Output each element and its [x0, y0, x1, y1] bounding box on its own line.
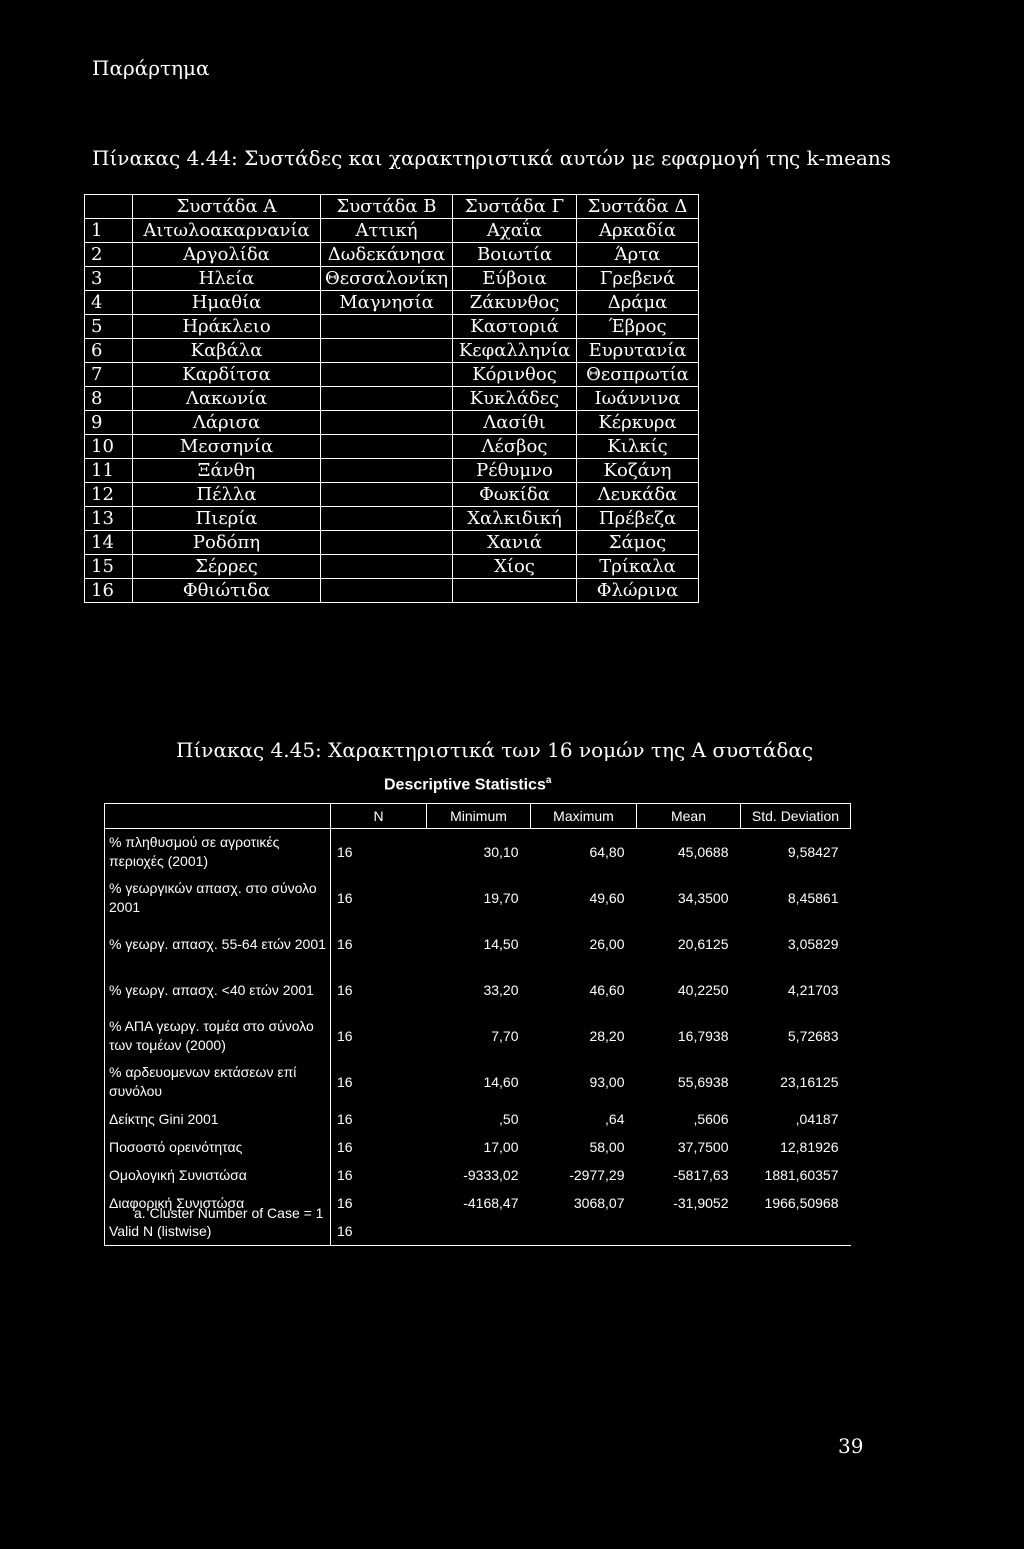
table-cell: Καστοριά [453, 315, 577, 339]
table-cell: 37,7500 [677, 1139, 729, 1155]
table-cell [321, 507, 453, 531]
table-cell [453, 579, 577, 603]
table-cell: Αρκαδία [577, 219, 699, 243]
stats-title [384, 775, 551, 794]
table-cell: Ηλεία [133, 267, 321, 291]
table-cell: Πέλλα [133, 483, 321, 507]
row-number-cell: 15 [85, 555, 133, 579]
table-cell: Δωδεκάνησα [321, 243, 453, 267]
table-cell: -31,9052 [673, 1195, 729, 1211]
table-cell [741, 1217, 851, 1246]
table-cell [321, 459, 453, 483]
table-row [85, 243, 699, 267]
column-header: Συστάδα Δ [577, 195, 699, 219]
table-row [85, 483, 699, 507]
table-row [85, 531, 699, 555]
table-row [105, 1013, 851, 1059]
table-row [85, 291, 699, 315]
column-header [105, 804, 331, 829]
table-cell: Σέρρες [133, 555, 321, 579]
column-header: Minimum [427, 804, 531, 829]
table-cell [321, 555, 453, 579]
row-number-cell: 11 [85, 459, 133, 483]
row-number-cell: 6 [85, 339, 133, 363]
table-cell: Αττική [321, 219, 453, 243]
table-cell [427, 1217, 531, 1246]
row-label-cell: % γεωργ. απασχ. 55-64 ετών 2001 [105, 921, 331, 967]
table-cell: Λάρισα [133, 411, 321, 435]
row-label-cell: % ΑΠΑ γεωργ. τομέα στο σύνολο των τομέων (2000) [105, 1013, 331, 1059]
table-cell: Σάμος [577, 531, 699, 555]
table-cell: 1881,60357 [764, 1167, 839, 1183]
table-cell: Ζάκυνθος [453, 291, 577, 315]
table-cell: 45,0688 [677, 844, 729, 860]
row-label-cell: Valid N (listwise) [105, 1217, 331, 1246]
table-cell [321, 483, 453, 507]
table-row [105, 1217, 851, 1246]
table-row [85, 507, 699, 531]
table-cell: 4,21703 [787, 982, 839, 998]
row-number-cell: 2 [85, 243, 133, 267]
table-cell [321, 315, 453, 339]
row-label-cell: Διαφορική Συνιστώσα [105, 1189, 331, 1217]
table-cell: Γρεβενά [577, 267, 699, 291]
table-cell: Καβάλα [133, 339, 321, 363]
table-cell: ,64 [605, 1111, 625, 1127]
table-cell: Ξάνθη [133, 459, 321, 483]
table-cell: Δράμα [577, 291, 699, 315]
row-label-cell: % πληθυσμού σε αγροτικές περιοχές (2001) [105, 829, 331, 876]
table-row [105, 1105, 851, 1133]
table-cell: Αιτωλοακαρνανία [133, 219, 321, 243]
table-row [85, 267, 699, 291]
table-row [105, 1161, 851, 1189]
table-cell: 7,70 [491, 1028, 519, 1044]
table-cell: Κέρκυρα [577, 411, 699, 435]
table-cell: 16 [337, 936, 353, 952]
table-caption-stats: Πίνακας 4.45: Χαρακτηριστικά των 16 νομών της Α συστάδας [176, 738, 814, 762]
row-number-cell: 5 [85, 315, 133, 339]
row-number-cell: 12 [85, 483, 133, 507]
table-cell: Κοζάνη [577, 459, 699, 483]
table-cell: 19,70 [483, 890, 519, 906]
row-number-cell: 3 [85, 267, 133, 291]
row-number-cell: 16 [85, 579, 133, 603]
table-caption-clusters: Πίνακας 4.44: Συστάδες και χαρακτηριστικά αυτών με εφαρμογή της k-means [92, 146, 892, 170]
table-cell: Ροδόπη [133, 531, 321, 555]
table-row [105, 967, 851, 1013]
table-cell: Ιωάννινα [577, 387, 699, 411]
table-cell: 20,6125 [677, 936, 729, 952]
table-cell: 16,7938 [677, 1028, 729, 1044]
table-cell: Καρδίτσα [133, 363, 321, 387]
table-cell: Αχαΐα [453, 219, 577, 243]
table-row [85, 315, 699, 339]
table-cell: 26,00 [589, 936, 625, 952]
table-cell: 33,20 [483, 982, 519, 998]
column-header: N [331, 804, 427, 829]
table-cell [321, 531, 453, 555]
table-cell: Χίος [453, 555, 577, 579]
row-number-cell: 13 [85, 507, 133, 531]
row-label-cell: % αρδευομενων εκτάσεων επί συνόλου [105, 1059, 331, 1105]
table-cell: 30,10 [483, 844, 519, 860]
row-number-cell: 9 [85, 411, 133, 435]
table-cell: 93,00 [589, 1074, 625, 1090]
table-cell: 46,60 [589, 982, 625, 998]
stats-title-footnote-mark: a [545, 775, 552, 786]
table-cell: 9,58427 [787, 844, 839, 860]
table-cell: 28,20 [589, 1028, 625, 1044]
table-cell: 40,2250 [677, 982, 729, 998]
table-cell: 23,16125 [780, 1074, 839, 1090]
table-row [105, 921, 851, 967]
table-cell: Ευρυτανία [577, 339, 699, 363]
table-cell: Αργολίδα [133, 243, 321, 267]
clusters-table [84, 194, 699, 603]
table-cell [321, 339, 453, 363]
table-row [85, 219, 699, 243]
table-cell: 3068,07 [573, 1195, 625, 1211]
table-cell: Φλώρινα [577, 579, 699, 603]
stats-header-row [105, 804, 851, 829]
table-cell: ,04187 [795, 1111, 839, 1127]
table-cell: Θεσσαλονίκη [321, 267, 453, 291]
table-cell: Εύβοια [453, 267, 577, 291]
table-cell [637, 1217, 741, 1246]
table-cell: Λασίθι [453, 411, 577, 435]
table-cell: 16 [337, 844, 353, 860]
table-cell [321, 363, 453, 387]
table-row [85, 363, 699, 387]
table-cell: Κιλκίς [577, 435, 699, 459]
table-cell: 16 [337, 1074, 353, 1090]
table-cell: 17,00 [483, 1139, 519, 1155]
table-cell: Ηράκλειο [133, 315, 321, 339]
table-cell: Τρίκαλα [577, 555, 699, 579]
row-number-cell: 8 [85, 387, 133, 411]
table-row [105, 1059, 851, 1105]
table-cell: Μεσσηνία [133, 435, 321, 459]
row-number-cell: 7 [85, 363, 133, 387]
table-cell: 16 [337, 1167, 353, 1183]
table-cell: Λέσβος [453, 435, 577, 459]
table-cell: 1966,50968 [764, 1195, 839, 1211]
clusters-header-row [85, 195, 699, 219]
column-header: Maximum [531, 804, 637, 829]
table-cell: -2977,29 [569, 1167, 625, 1183]
table-cell: Λευκάδα [577, 483, 699, 507]
table-row [105, 875, 851, 921]
column-header [85, 195, 133, 219]
stats-footnote: a. Cluster Number of Case = 1 [134, 1205, 324, 1221]
table-cell: Φθιώτιδα [133, 579, 321, 603]
table-cell: 49,60 [589, 890, 625, 906]
table-cell: Κεφαλληνία [453, 339, 577, 363]
table-cell: Λακωνία [133, 387, 321, 411]
table-row [85, 555, 699, 579]
table-cell: Φωκίδα [453, 483, 577, 507]
table-cell: 16 [337, 1195, 353, 1211]
column-header: Std. Deviation [741, 804, 851, 829]
table-row [85, 339, 699, 363]
row-label-cell: % γεωργικών απασχ. στο σύνολο 2001 [105, 875, 331, 921]
table-cell: 14,60 [483, 1074, 519, 1090]
page-header: Παράρτημα [92, 56, 210, 80]
row-label-cell: Ομολογική Συνιστώσα [105, 1161, 331, 1189]
table-cell [321, 435, 453, 459]
table-cell: 16 [337, 1139, 353, 1155]
table-cell [531, 1217, 637, 1246]
table-cell: Πρέβεζα [577, 507, 699, 531]
column-header: Συστάδα Β [321, 195, 453, 219]
table-row [105, 829, 851, 876]
table-row [85, 411, 699, 435]
table-cell [321, 411, 453, 435]
table-cell: Θεσπρωτία [577, 363, 699, 387]
row-label-cell: Δείκτης Gini 2001 [105, 1105, 331, 1133]
table-cell: 14,50 [483, 936, 519, 952]
table-cell: 55,6938 [677, 1074, 729, 1090]
column-header: Mean [637, 804, 741, 829]
table-cell: Κυκλάδες [453, 387, 577, 411]
table-cell: 8,45861 [787, 890, 839, 906]
table-cell: ,5606 [693, 1111, 729, 1127]
table-cell [321, 579, 453, 603]
table-cell: -4168,47 [463, 1195, 519, 1211]
table-cell: Πιερία [133, 507, 321, 531]
table-cell: Χαλκιδική [453, 507, 577, 531]
stats-title-text: Descriptive Statistics [384, 776, 546, 794]
row-number-cell: 4 [85, 291, 133, 315]
column-header: Συστάδα Α [133, 195, 321, 219]
table-cell: Μαγνησία [321, 291, 453, 315]
table-cell: Κόρινθος [453, 363, 577, 387]
row-number-cell: 14 [85, 531, 133, 555]
table-cell: 16 [331, 1217, 427, 1246]
table-cell: 3,05829 [787, 936, 839, 952]
table-cell: 12,81926 [780, 1139, 839, 1155]
row-label-cell: % γεωργ. απασχ. <40 ετών 2001 [105, 967, 331, 1013]
table-cell: Ημαθία [133, 291, 321, 315]
table-cell [321, 387, 453, 411]
table-cell: 64,80 [589, 844, 625, 860]
table-cell: 5,72683 [787, 1028, 839, 1044]
table-cell: Χανιά [453, 531, 577, 555]
table-cell: 16 [337, 1028, 353, 1044]
table-cell: -9333,02 [463, 1167, 519, 1183]
table-row [105, 1133, 851, 1161]
descriptive-stats-table [104, 803, 851, 1246]
table-cell: 16 [337, 890, 353, 906]
table-row [85, 579, 699, 603]
table-row [85, 387, 699, 411]
row-label-cell: Ποσοστό ορεινότητας [105, 1133, 331, 1161]
table-cell: Βοιωτία [453, 243, 577, 267]
table-cell: 16 [337, 1111, 353, 1127]
table-cell: 58,00 [589, 1139, 625, 1155]
table-cell: 16 [337, 982, 353, 998]
page-number: 39 [838, 1434, 864, 1458]
row-number-cell: 1 [85, 219, 133, 243]
table-cell: ,50 [499, 1111, 519, 1127]
table-cell: Έβρος [577, 315, 699, 339]
table-cell: 34,3500 [677, 890, 729, 906]
column-header: Συστάδα Γ [453, 195, 577, 219]
table-cell: -5817,63 [673, 1167, 729, 1183]
table-row [85, 459, 699, 483]
row-number-cell: 10 [85, 435, 133, 459]
table-cell: Άρτα [577, 243, 699, 267]
table-row [85, 435, 699, 459]
table-cell: Ρέθυμνο [453, 459, 577, 483]
